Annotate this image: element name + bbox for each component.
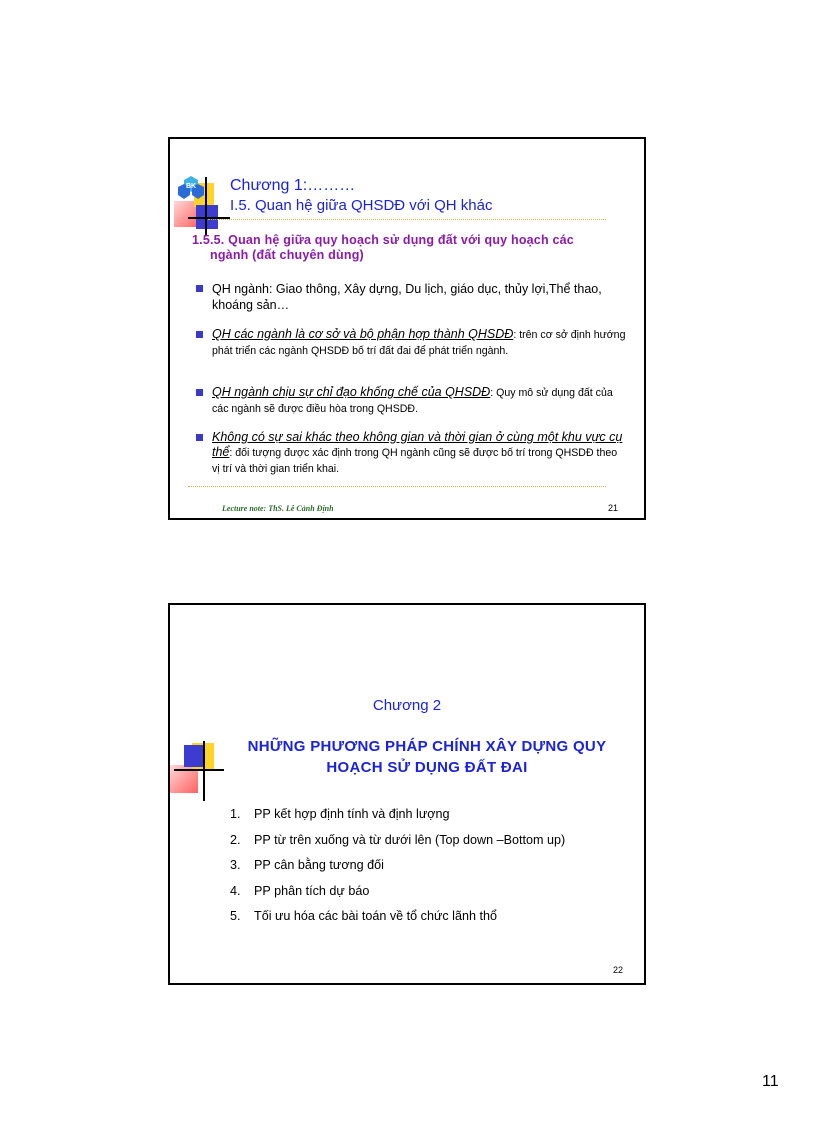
method-list xyxy=(230,807,565,935)
svg-text:BK: BK xyxy=(185,183,197,190)
square-bullet-icon xyxy=(196,331,203,338)
square-bullet-icon xyxy=(196,434,203,441)
list-item: 2. PP từ trên xuống và từ dưới lên (Top down –Bottom up) xyxy=(230,832,566,847)
slide-title: NHỮNG PHƯƠNG PHÁP CHÍNH XÂY DỰNG QUY HOẠCH SỬ DỤNG ĐẤT ĐAI xyxy=(247,738,607,776)
slide-22 xyxy=(168,603,646,985)
subheading: 1.5.5. Quan hệ giữa quy hoạch sử dụng đất với quy hoạch các ngành (đất chuyên dùng) xyxy=(192,233,574,262)
bk-logo xyxy=(176,175,206,201)
footer-divider xyxy=(188,486,606,487)
slide-title-chapter: Chương 1:……… xyxy=(230,177,356,194)
square-bullet-icon xyxy=(196,285,203,292)
list-item: 5. Tối ưu hóa các bài toán về tổ chức lãnh thổ xyxy=(230,909,497,923)
chapter-heading: Chương 2 xyxy=(372,697,442,714)
list-item: 1. PP kết hợp định tính và định lượng xyxy=(230,807,450,821)
list-item: 4. PP phân tích dự báo xyxy=(230,883,370,898)
list-item: 3. PP cân bằng tương đối xyxy=(230,858,384,872)
slide-title-section: I.5. Quan hệ giữa QHSDĐ với QH khác xyxy=(230,197,493,214)
lecture-note: Lecture note: ThS. Lê Cảnh Định xyxy=(222,504,334,513)
page-number: 11 xyxy=(762,1073,779,1090)
title-divider xyxy=(208,219,606,220)
bullet-item: QH các ngành là cơ sở và bộ phận hợp thành QHSDĐ: trên cơ sở định hướng phát triển các ngành QHSDĐ bố trí đất đai để phát triển ngành. xyxy=(196,327,626,359)
slide-number: 22 xyxy=(613,965,624,975)
square-bullet-icon xyxy=(196,389,203,396)
slide-number: 21 xyxy=(608,503,619,513)
slide-21 xyxy=(168,137,646,520)
bullet-item: Không có sự sai khác theo không gian và thời gian ở cùng một khu vực cụ thể: đối tượng được xác định trong QH ngành cũng sẽ được bố trí trong QHSDĐ theo vị trí và thời gian triển khai. xyxy=(196,430,626,477)
bullet-item: QH ngành chịu sự chỉ đạo khống chế của QHSDĐ: Quy mô sử dụng đất của các ngành sẽ được điều hòa trong QHSDĐ. xyxy=(196,385,626,417)
bullet-item: QH ngành: Giao thông, Xây dựng, Du lịch, giáo dục, thủy lợi,Thể thao, khoáng sản… xyxy=(196,281,626,313)
